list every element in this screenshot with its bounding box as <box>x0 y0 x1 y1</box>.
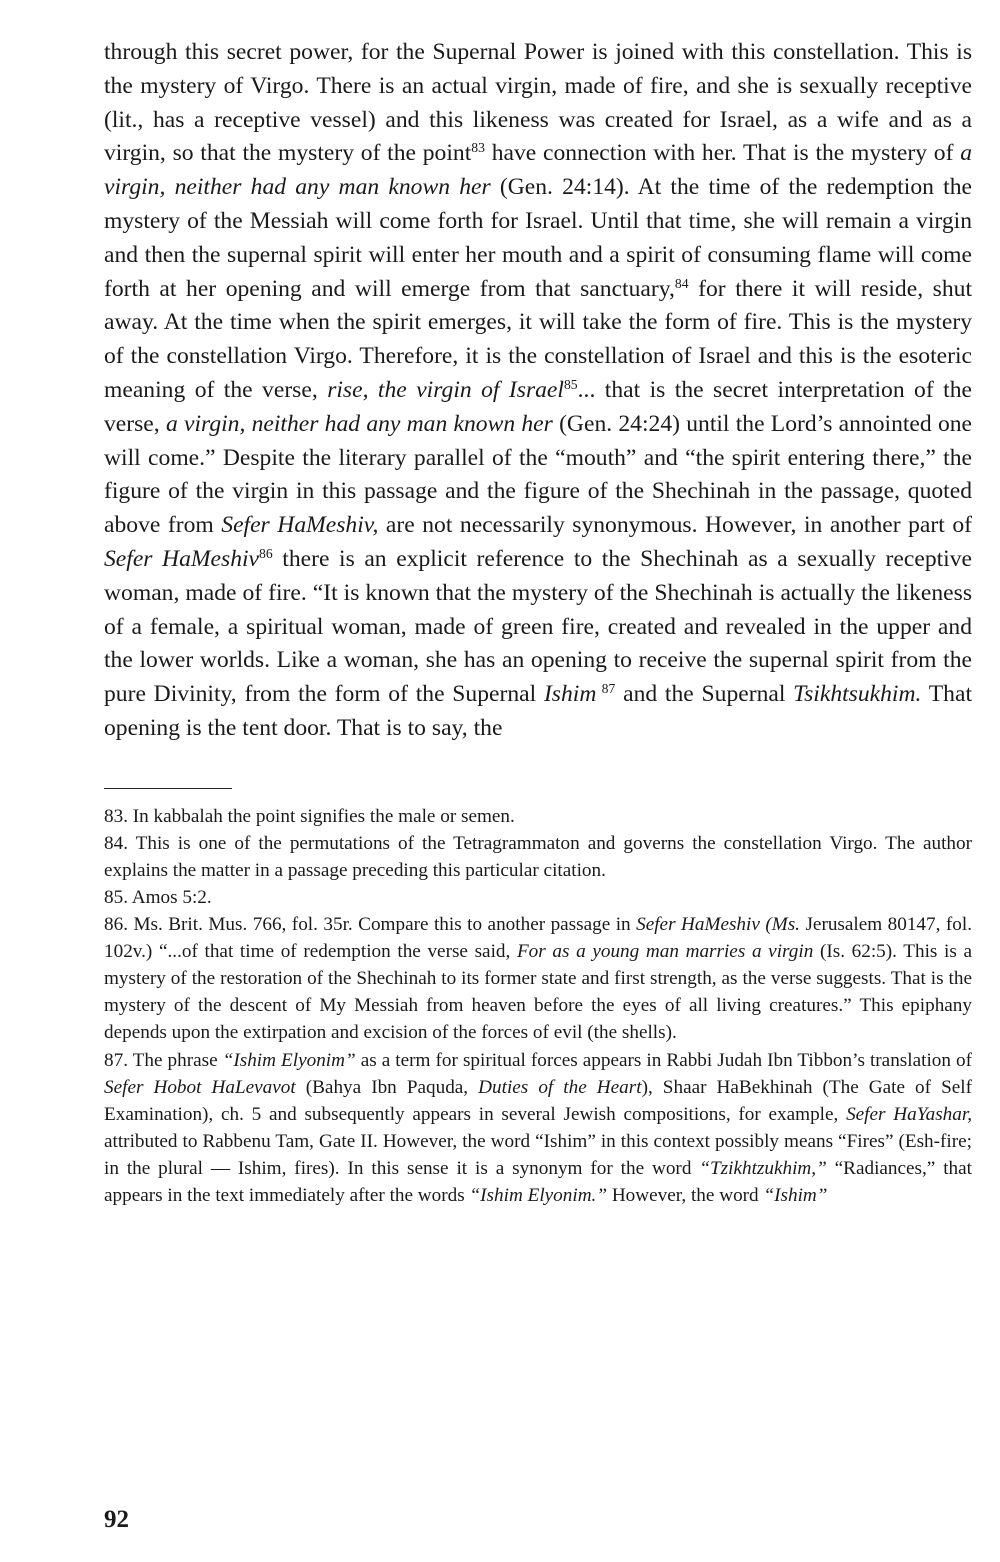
text-span: through this secret power, for the Supernal Power is joined with this constellation. This is the mystery of Virgo. There is an actual virgin, made of fire, and she is sexually receptive (lit., has a receptive vessel) and this likeness was created for Israel, as a wife and as a virgin, so that the mystery of the point <box>104 39 972 167</box>
page-number: 92 <box>104 1506 129 1533</box>
text-span: there is an explicit reference to the Shechinah as a sexually receptive woman, made of fire. “It is known that the mystery of the Shechinah is actually the likeness of a female, a spiritual woman, made of green fire, created and revealed in the upper and the lower worlds. Like a woman, she has an opening to receive the supernal spirit from the pure Divinity, from the form of the Supernal <box>104 545 972 708</box>
text-span: 85. Amos 5:2. <box>104 887 212 909</box>
footnote <box>104 803 972 830</box>
text-span: ), Shaar HaBekhinah (The Gate of Self Examination), ch. 5 and subsequently appears in several Jewish compositions, for example, <box>104 1076 972 1125</box>
footnotes <box>104 803 972 1209</box>
footnote-ref: 87 <box>596 680 616 696</box>
italic-span: Ishim <box>543 681 597 708</box>
italic-span: Sefer HaYashar, <box>846 1103 972 1125</box>
text-span: “Radiances,” that appears in the text immediately after the words <box>104 1157 972 1207</box>
italic-span: Sefer HaMeshiv, <box>221 512 379 539</box>
page <box>104 36 972 1209</box>
footnote-separator <box>104 788 232 789</box>
footnote <box>104 830 972 884</box>
italic-span: Sefer Hobot HaLevavot <box>104 1076 296 1098</box>
text-span: as a term for spiritual forces appears in Rabbi Judah Ibn Tibbon’s translation of <box>355 1049 972 1071</box>
text-span: That opening is the tent door. That is to say, the <box>104 681 972 741</box>
text-span: attributed to Rabbenu Tam, Gate II. However, the word “Ishim” in this context possibly means “Fires” (Esh-fire; in the plural — Ishim, fires). In this sense it is a synonym for the word <box>104 1130 972 1179</box>
footnote-ref: 83 <box>471 140 485 156</box>
italic-span: For as a young man marries a virgin <box>516 941 814 963</box>
italic-span: a virgin, neither had any man known her <box>104 140 972 201</box>
footnote <box>104 911 972 1046</box>
italic-span: Duties of the Heart <box>478 1076 642 1098</box>
italic-span: Sefer HaMeshiv (Ms. <box>636 914 800 936</box>
text-span: for there it will reside, shut away. At the time when the spirit emerges, it will take the form of fire. This is the mystery of the constellation Virgo. Therefore, it is the constellation of Israel and this is the esoteric meaning of the verse, <box>104 275 972 403</box>
text-span: (Gen. 24:14). At the time of the redemption the mystery of the Messiah will come forth for Israel. Until that time, she will remain a virgin and then the supernal spirit will enter her mouth and a spirit of consuming flame will come forth at her opening and will emerge from that sanctuary, <box>104 174 972 302</box>
text-span: ... that is the secret interpretation of the verse, <box>104 376 972 437</box>
italic-span: Sefer HaMeshiv <box>104 545 260 572</box>
text-span: Jerusalem 80147, fol. 102v.) “...of that time of redemption the verse said, <box>104 914 972 963</box>
italic-span: “Tzikhtzukhim,” <box>699 1157 827 1179</box>
text-span: (Gen. 24:24) until the Lord’s annointed one will come.” Despite the literary parallel of the “mouth” and “the spirit entering there,” the figure of the virgin in this passage and the figure of the Shechinah in the passage, quoted above from <box>104 410 973 539</box>
body-paragraph <box>104 36 972 746</box>
text-span: (Bahya Ibn Paquda, <box>295 1076 479 1098</box>
text-span: have connection with her. That is the mystery of <box>484 140 961 167</box>
italic-span: Tsikhtsukhim. <box>793 681 922 708</box>
italic-span: rise, the virgin of Israel <box>327 376 564 403</box>
footnote <box>104 1047 972 1210</box>
text-span: 84. This is one of the permutations of the Tetragrammaton and governs the constellation Virgo. The author explains the matter in a passage preceding this particular citation. <box>104 832 972 881</box>
footnote-ref: 85 <box>563 376 578 392</box>
text-span: and the Supernal <box>615 681 794 708</box>
italic-span: “Ishim Elyonim.” <box>469 1185 608 1207</box>
text-span: 83. In kabbalah the point signifies the male or semen. <box>104 805 515 827</box>
text-span: 87. The phrase <box>104 1049 223 1071</box>
text-span: (Is. 62:5). This is a mystery of the restoration of the Shechinah to its former state and first strength, as the verse suggests. That is the mystery of the descent of My Messiah from heaven before the eyes of all living creatures.” This epiphany depends upon the extirpation and excision of the forces of evil (the shells). <box>104 941 972 1044</box>
text-span: 86. Ms. Brit. Mus. 766, fol. 35r. Compare this to another passage in <box>104 914 637 936</box>
italic-span: “Ishim Elyonim” <box>222 1049 356 1071</box>
footnote-ref: 84 <box>674 275 689 291</box>
italic-span: “Ishim” <box>763 1185 828 1207</box>
text-span: are not necessarily synonymous. However, in another part of <box>378 512 972 539</box>
text-span: However, the word <box>607 1185 764 1207</box>
italic-span: a virgin, neither had any man known her <box>165 410 553 437</box>
footnote-ref: 86 <box>259 545 273 561</box>
footnote <box>104 884 972 911</box>
